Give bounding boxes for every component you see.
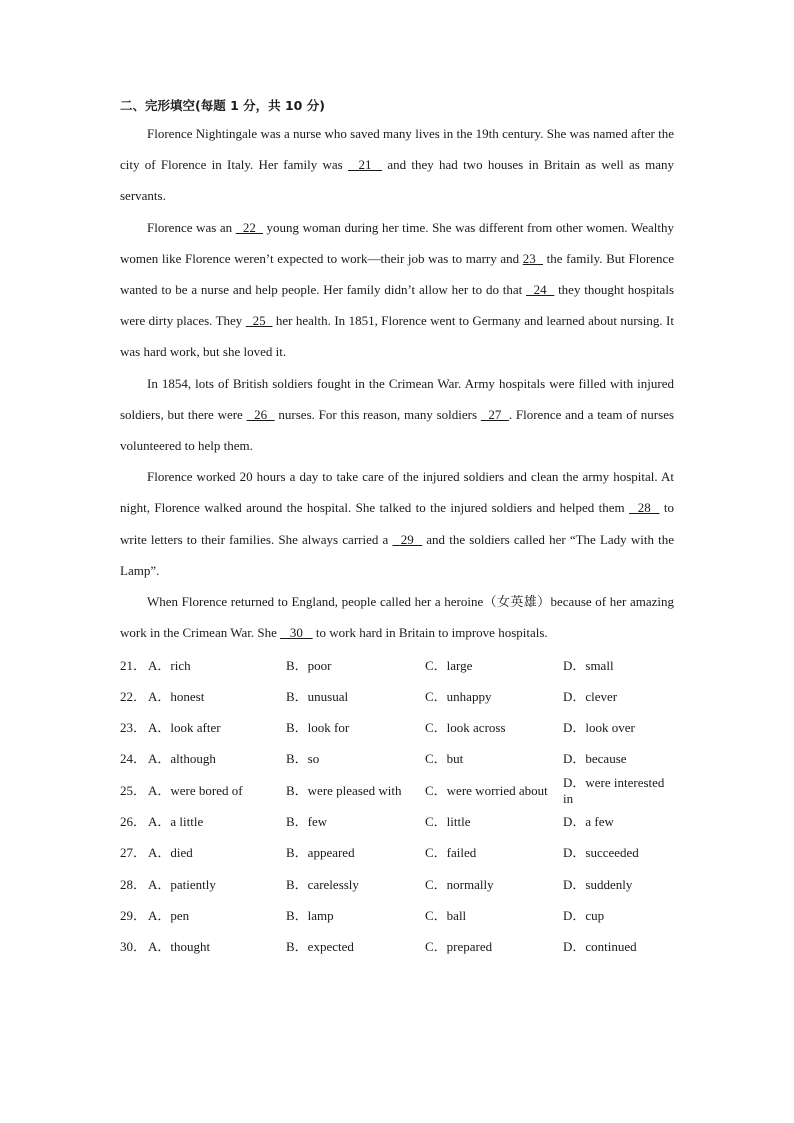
passage-text: young woman during her time. She was different from other women. Wealthy women like Florence weren’t expected to work—their job was to marry and (120, 219, 675, 266)
option-c: C．prepared (425, 939, 493, 955)
passage-text: and the soldiers called her “The Lady with the Lamp”. (120, 531, 675, 578)
option-d: D．suddenly (563, 876, 633, 892)
cloze-passage (120, 118, 674, 648)
section-heading: 二、完形填空(每题 1 分，共 10 分) (120, 98, 325, 113)
option-d: D．because (563, 751, 627, 767)
blank-21: 21 (347, 157, 383, 173)
blank-28: 28 (629, 500, 660, 516)
option-d: D．a few (563, 814, 614, 830)
option-d: D．cup (563, 907, 605, 923)
option-a: A．died (148, 845, 193, 861)
question-number: 23． (120, 720, 147, 736)
option-b: B．were pleased with (286, 782, 402, 798)
question-21 (120, 648, 674, 679)
paragraph-2 (120, 212, 674, 368)
exam-page (120, 96, 674, 961)
paragraph-4 (120, 461, 674, 586)
option-c: C．large (425, 657, 473, 673)
passage-text: they thought hospitals were dirty places. They (120, 282, 674, 329)
question-30 (120, 930, 674, 961)
question-22 (120, 680, 674, 711)
passage-text: Florence Nightingale was a nurse who saved many lives in the 19th century. She was named after the city of Florence in Italy. Her family was (120, 126, 674, 173)
option-c: C．failed (425, 845, 477, 861)
blank-26: 26 (246, 406, 275, 422)
option-c: C．look across (425, 720, 506, 736)
option-b: B．so (286, 751, 320, 767)
paragraph-1 (120, 118, 674, 212)
passage-text: When Florence returned to England, people called her a heroine（女英雄）because of her amazing work in the Crimean War. She (120, 594, 674, 641)
option-c: C．but (425, 751, 464, 767)
question-number: 22． (120, 688, 147, 704)
option-d: D．clever (563, 688, 618, 704)
question-28 (120, 868, 674, 899)
passage-text: her health. In 1851, Florence went to Germany and learned about nursing. It was hard work, but she loved it. (120, 313, 674, 360)
option-a: A．although (148, 751, 216, 767)
question-29 (120, 899, 674, 930)
blank-30: 30 (280, 625, 313, 641)
question-25 (120, 774, 674, 805)
question-24 (120, 742, 674, 773)
option-b: B．lamp (286, 907, 334, 923)
blank-24: 24 (526, 282, 555, 298)
option-d: D．look over (563, 720, 635, 736)
question-number: 25． (120, 782, 147, 798)
passage-text: Florence was an (147, 219, 236, 235)
option-c: C．ball (425, 907, 467, 923)
blank-27: 27 (480, 406, 509, 422)
option-c: C．were worried about (425, 782, 548, 798)
passage-text: In 1854, lots of British soldiers fought in the Crimean War. Army hospitals were filled with injured soldiers, but there were (120, 375, 674, 422)
option-a: A．honest (148, 688, 205, 704)
passage-text: Florence worked 20 hours a day to take care of the injured soldiers and clean the army hospital. At night, Florence walked around the hospital. She talked to the injured soldiers and helped them (120, 469, 674, 516)
option-c: C．unhappy (425, 688, 492, 704)
blank-29: 29 (392, 531, 423, 547)
question-23 (120, 711, 674, 742)
option-b: B．appeared (286, 845, 355, 861)
option-a: A．patiently (148, 876, 216, 892)
answer-options (120, 648, 674, 961)
blank-25: 25 (245, 313, 273, 329)
option-a: A．look after (148, 720, 221, 736)
option-b: B．few (286, 814, 328, 830)
question-number: 28． (120, 876, 147, 892)
passage-text: nurses. For this reason, many soldiers (274, 406, 481, 422)
question-number: 21． (120, 657, 147, 673)
option-c: C．normally (425, 876, 494, 892)
paragraph-5 (120, 586, 674, 648)
option-d: D．were interested in (563, 774, 665, 806)
option-d: D．continued (563, 939, 637, 955)
option-b: B．poor (286, 657, 332, 673)
option-b: B．unusual (286, 688, 349, 704)
option-b: B．look for (286, 720, 350, 736)
paragraph-3 (120, 368, 674, 462)
blank-22: 22 (235, 219, 263, 235)
option-d: D．succeeded (563, 845, 639, 861)
passage-text: the family. But Florence wanted to be a nurse and help people. Her family didn’t allow her to do that (120, 250, 674, 298)
passage-text: to work hard in Britain to improve hospitals. (312, 625, 548, 641)
blank-23: 23 (522, 250, 544, 266)
option-b: B．carelessly (286, 876, 359, 892)
option-a: A．a little (148, 814, 204, 830)
passage-text: to write letters to their families. She always carried a (120, 500, 675, 547)
question-26 (120, 805, 674, 836)
option-a: A．pen (148, 907, 190, 923)
option-a: A．were bored of (148, 782, 243, 798)
option-d: D．small (563, 657, 614, 673)
passage-text: . Florence and a team of nurses volunteered to help them. (120, 406, 675, 454)
question-number: 27． (120, 845, 147, 861)
passage-text: and they had two houses in Britain as well as many servants. (120, 157, 675, 204)
option-b: B．expected (286, 939, 354, 955)
option-a: A．rich (148, 657, 191, 673)
question-27 (120, 836, 674, 867)
option-a: A．thought (148, 939, 211, 955)
question-number: 26． (120, 814, 147, 830)
question-number: 30． (120, 939, 147, 955)
question-number: 24． (120, 751, 147, 767)
question-number: 29． (120, 907, 147, 923)
option-c: C．little (425, 814, 471, 830)
